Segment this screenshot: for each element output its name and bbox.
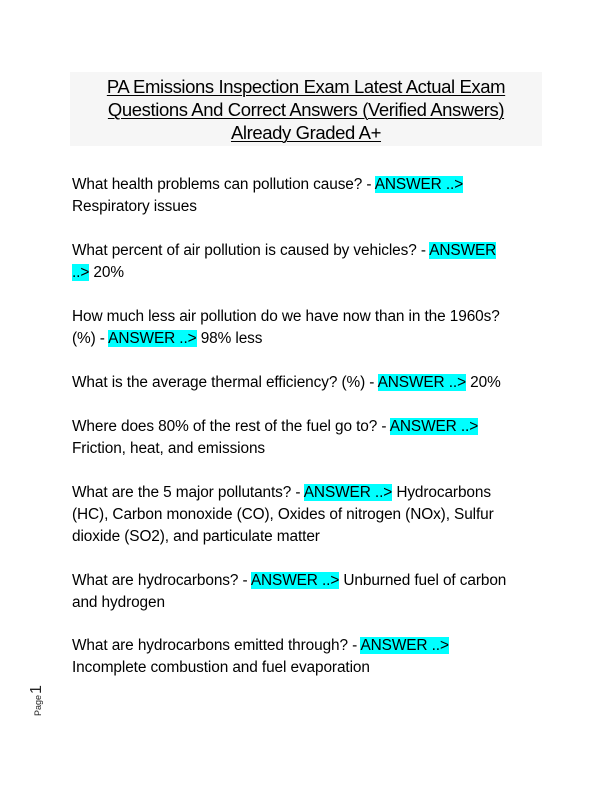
answer-marker: ANSWER ..>: [303, 484, 393, 501]
page-number: [28, 685, 46, 716]
answer-marker: ANSWER ..>: [389, 418, 479, 435]
answer-marker: ANSWER ..>: [360, 637, 449, 654]
question-line: What percent of air pollution is caused by vehicles? - ANSWER: [72, 242, 497, 259]
answer-marker: ANSWER ..>: [377, 374, 466, 391]
answer-line: (HC), Carbon monoxide (CO), Oxides of nitrogen (NOx), Sulfur: [72, 506, 494, 523]
answer-marker: ..>: [72, 264, 90, 281]
question-line: (%) - ANSWER ..> 98% less: [72, 330, 263, 347]
answer-line: dioxide (SO2), and particulate matter: [72, 528, 320, 545]
answer-marker: ANSWER ..>: [250, 572, 340, 589]
answer-line: Friction, heat, and emissions: [72, 440, 265, 457]
answer-marker: ANSWER ..>: [108, 330, 197, 347]
title-line: Already Graded A+: [230, 122, 382, 143]
answer-marker: ANSWER ..>: [374, 176, 464, 193]
answer-line: Incomplete combustion and fuel evaporation: [72, 659, 370, 676]
answer-line: Respiratory issues: [72, 198, 197, 215]
title-line: PA Emissions Inspection Exam Latest Actual Exam: [106, 76, 506, 97]
question-line: Where does 80% of the rest of the fuel go to? - ANSWER ..>: [72, 418, 479, 435]
question-line: What health problems can pollution cause? - ANSWER ..>: [72, 176, 464, 193]
question-line: What are the 5 major pollutants? - ANSWER ..> Hydrocarbons: [72, 484, 491, 501]
question-line: What is the average thermal efficiency? (%) - ANSWER ..> 20%: [72, 374, 501, 391]
question-line: What are hydrocarbons? - ANSWER ..> Unburned fuel of carbon: [72, 572, 507, 589]
answer-line: and hydrogen: [72, 594, 165, 611]
answer-marker: ANSWER: [429, 242, 497, 259]
question-line: What are hydrocarbons emitted through? - ANSWER ..>: [72, 637, 449, 654]
page-number-value: 1: [28, 685, 45, 694]
question-line: How much less air pollution do we have now than in the 1960s?: [72, 308, 500, 325]
page-label-text: Page: [33, 694, 43, 716]
document-title: [70, 72, 542, 146]
answer-line: ..> 20%: [72, 264, 124, 281]
title-line: Questions And Correct Answers (Verified Answers): [107, 99, 505, 120]
